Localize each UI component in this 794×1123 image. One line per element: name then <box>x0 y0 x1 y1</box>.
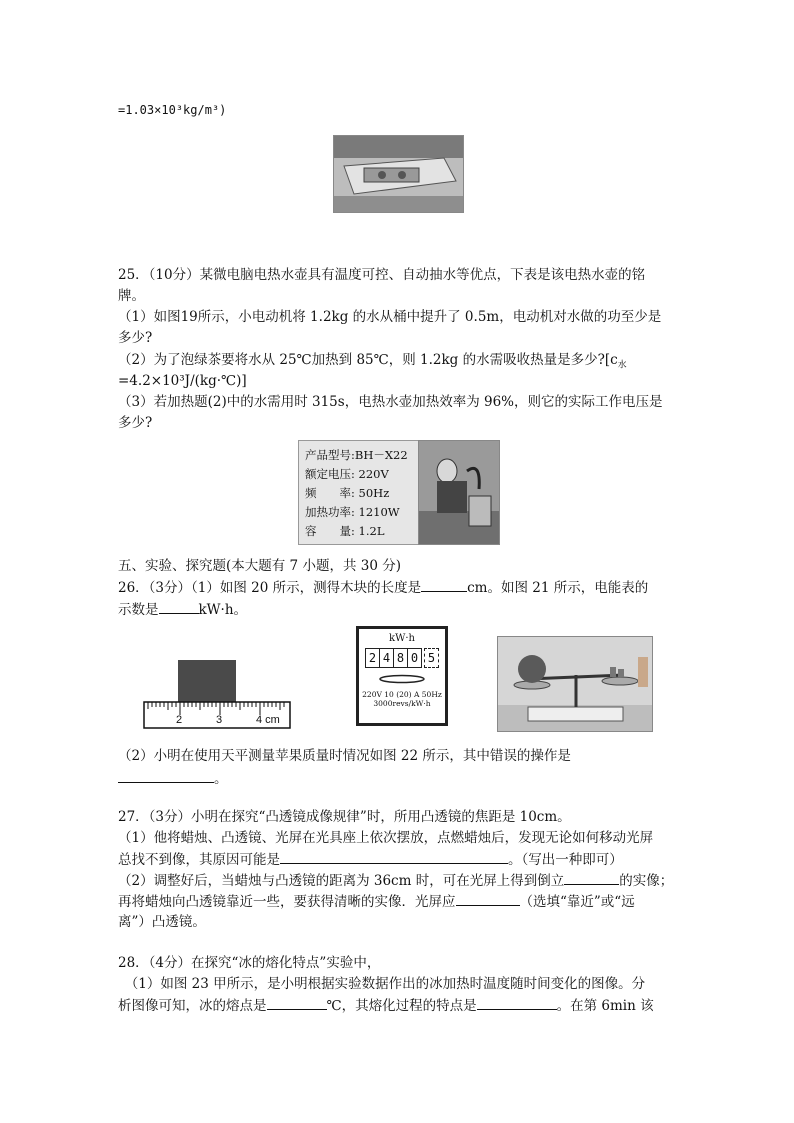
q27-line6: 离”）凸透镜。 <box>118 914 206 930</box>
q26-part2-line1: （2）小明在使用天平测量苹果质量时情况如图 22 所示，其中错误的操作是 <box>118 748 571 764</box>
q27-line4-text-a: （2）调整好后，当蜡烛与凸透镜的距离为 36cm 时，可在光屏上得到倒立 <box>118 873 565 889</box>
figure-19-kettle-photo <box>418 440 500 545</box>
q26-line1-text-a: 26．（3分）（1）如图 20 所示，测得木块的长度是 <box>118 580 422 596</box>
q27-line4-text-b: 的实像； <box>619 873 674 889</box>
ruler-tick-3: 3 <box>216 714 223 726</box>
nameplate-model: 产品型号:BH－X22 <box>305 448 408 462</box>
q27-line3-text-b: 。（写出一种即可） <box>508 852 623 868</box>
figure-photo-boat <box>333 135 464 213</box>
balance-photo-image <box>498 637 652 731</box>
q28-line2: （1）如图 23 甲所示，是小明根据实验数据作出的冰加热时温度随时间变化的图像。分 <box>118 976 646 992</box>
q27-line4 <box>118 870 673 891</box>
q25-part2-subscript: 水 <box>617 360 627 371</box>
ruler-tick-4: 4 cm <box>256 714 280 726</box>
meter-digit: 4 <box>380 648 394 668</box>
q27-line5-text-b: （选填“靠近”或“远 <box>519 894 635 910</box>
q27-line1: 27．（3分）小明在探究“凸透镜成像规律”时，所用凸透镜的焦距是 10cm。 <box>118 809 571 825</box>
q26-error-blank[interactable] <box>118 768 214 783</box>
q26-part2-end: 。 <box>214 771 228 787</box>
q25-part2-line2: =4.2×10³J/(kg·℃)] <box>118 373 247 389</box>
boat-photo-image <box>334 136 463 212</box>
q28-line3 <box>118 995 654 1016</box>
q27-image-type-blank[interactable] <box>564 870 619 885</box>
q27-direction-blank[interactable] <box>456 891 520 906</box>
q28-line3-text-a: 析图像可知，冰的熔点是 <box>118 998 267 1014</box>
kettle-nameplate <box>298 440 420 545</box>
meter-digit: 0 <box>408 648 422 668</box>
q28-line3-text-c: 。在第 6min 该 <box>556 998 654 1014</box>
q27-line3 <box>118 849 623 870</box>
meter-digit-decimal: 5 <box>424 648 439 668</box>
nameplate-voltage: 额定电压: 220V <box>305 467 389 481</box>
figure-21-energy-meter <box>356 626 448 726</box>
nameplate-capacity: 容 量: 1.2L <box>305 524 385 538</box>
q28-line1: 28．（4分）在探究“冰的熔化特点”实验中， <box>118 955 381 971</box>
nameplate-frequency: 频 率: 50Hz <box>305 486 390 500</box>
meter-digit: 8 <box>394 648 408 668</box>
q28-line3-text-b: ℃，其熔化过程的特点是 <box>326 998 477 1014</box>
meter-spec-line2: 3000revs/kW·h <box>373 699 431 708</box>
q26-length-blank[interactable] <box>421 577 467 592</box>
q25-title-line2: 牌。 <box>118 288 145 304</box>
meter-unit-label: kW·h <box>389 633 415 644</box>
kettle-photo-image <box>419 441 499 544</box>
q27-line5-text-a: 再将蜡烛向凸透镜靠近一些，要获得清晰的实像．光屏应 <box>118 894 456 910</box>
q27-reason-blank[interactable] <box>280 849 508 864</box>
figure-20-ruler <box>142 655 292 730</box>
section-5-heading: 五、实验、探究题(本大题有 7 小题，共 30 分) <box>118 558 401 574</box>
q25-part3-line2: 多少? <box>118 415 153 431</box>
q25-part3-line1: （3）若加热题(2)中的水需用时 315s，电热水壶加热效率为 96%，则它的实际工作电压是 <box>118 394 663 410</box>
nameplate-power: 加热功率: 1210W <box>305 505 400 519</box>
q26-meter-blank[interactable] <box>159 599 199 614</box>
q26-line2 <box>118 599 247 620</box>
q25-part1-line2: 多少? <box>118 330 153 346</box>
figure-22-balance-photo <box>497 636 653 732</box>
q26-line2-text-b: kW·h。 <box>198 602 248 618</box>
ruler-tick-2: 2 <box>176 714 183 726</box>
q27-line5 <box>118 891 635 912</box>
q28-melting-point-blank[interactable] <box>267 995 327 1010</box>
meter-digit: 2 <box>365 648 380 668</box>
q27-line2: （1）他将蜡烛、凸透镜、光屏在光具座上依次摆放，点燃蜡烛后，发现无论如何移动光屏 <box>118 830 654 846</box>
q26-part2-line2 <box>118 768 228 789</box>
q26-line2-text-a: 示数是 <box>118 602 159 618</box>
q26-line1-text-b: cm。如图 21 所示，电能表的 <box>467 580 649 596</box>
meter-digits <box>359 648 445 668</box>
meter-disc <box>359 672 445 686</box>
q25-part1-line1: （1）如图19所示，小电动机将 1.2kg 的水从桶中提升了 0.5m，电动机对水做的功至少是 <box>118 309 662 325</box>
density-fragment: =1.03×10³kg/m³) <box>118 103 227 117</box>
q27-line3-text-a: 总找不到像，其原因可能是 <box>118 852 280 868</box>
q25-title-line1: 25．（10分）某微电脑电热水壶具有温度可控、自动抽水等优点，下表是该电热水壶的铭 <box>118 267 646 283</box>
meter-spec-line1: 220V 10 (20) A 50Hz <box>362 690 442 699</box>
q26-line1 <box>118 577 648 598</box>
q25-part2-text: （2）为了泡绿茶要将水从 25℃加热到 85℃，则 1.2kg 的水需吸收热量是多少?[c <box>118 352 618 368</box>
q28-feature-blank[interactable] <box>477 995 557 1010</box>
